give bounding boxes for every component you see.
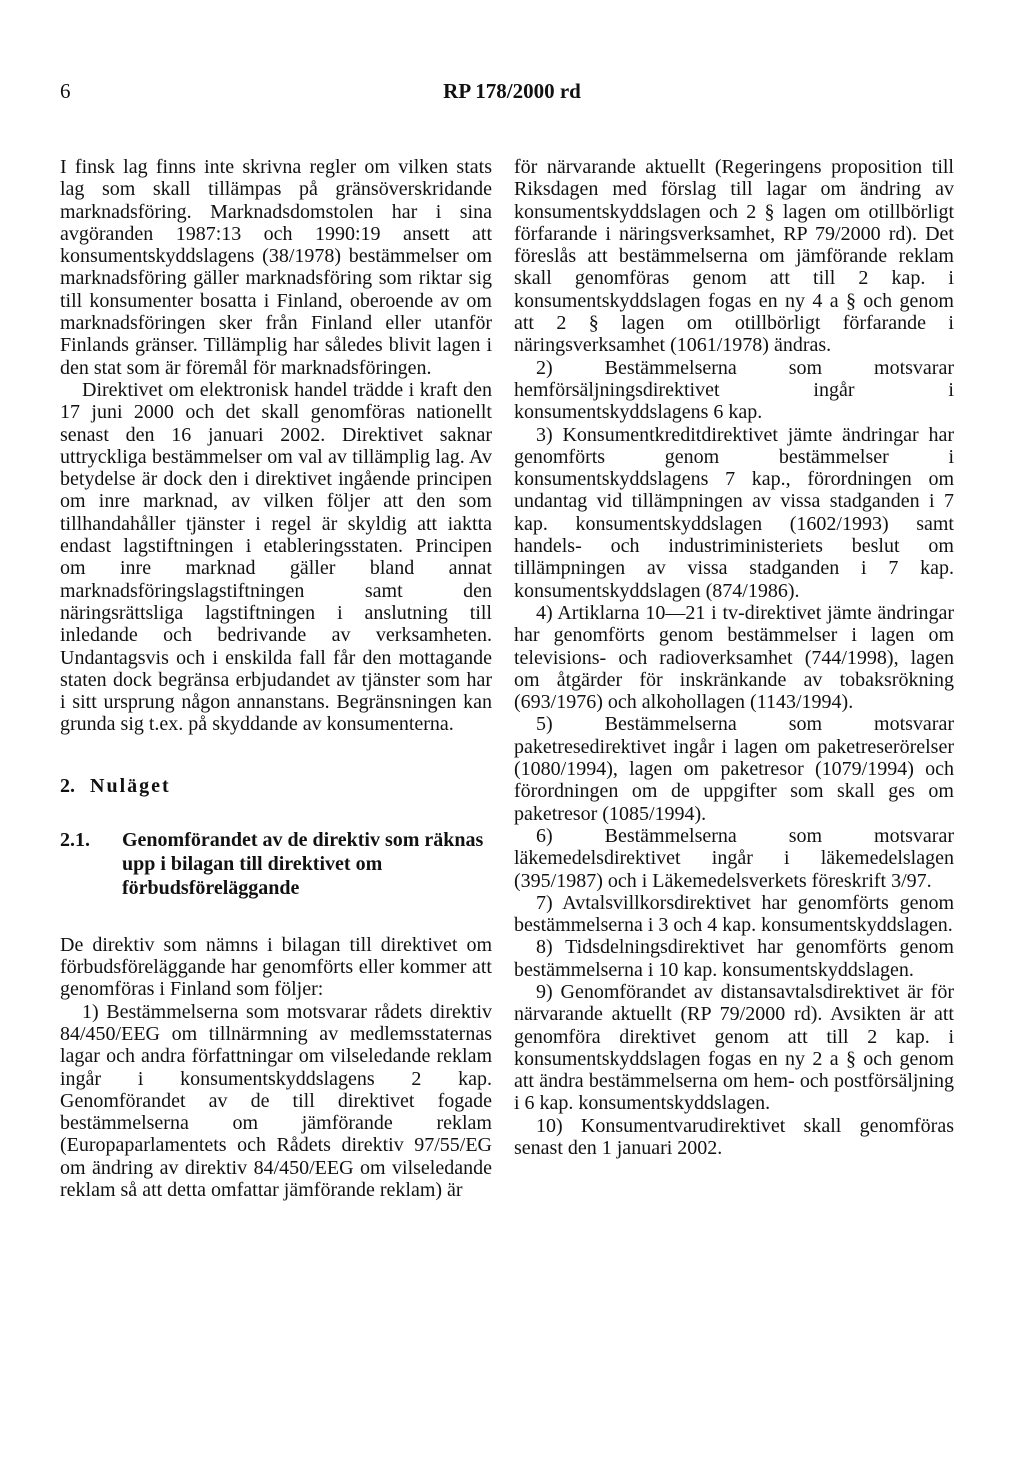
list-item: 1) Bestämmelserna som motsvarar rådets direktiv 84/450/EEG om tillnärmning av medlemsstaternas lagar och andra författningar om vilseledande reklam ingår i konsumentskyddslagens 2 kap. Genomförandet av de till direktivet fogade bestämmelserna om jämförande reklam (Europaparlamentets och Rådets direktiv 97/55/EG om ändring av direktiv 84/450/EEG om vilseledande reklam så att detta omfattar jämförande reklam) är xyxy=(60,1000,492,1201)
section-number: 2. xyxy=(60,774,75,797)
section-title: Nuläget xyxy=(90,774,171,797)
list-item: 7) Avtalsvillkorsdirektivet har genomförts genom bestämmelserna i 3 och 4 kap. konsumentskyddslagen. xyxy=(514,891,954,937)
subsection-number: 2.1. xyxy=(60,828,90,851)
list-item: 2) Bestämmelserna som motsvarar hemförsäljningsdirektivet ingår i konsumentskyddslagens 6 kap. xyxy=(514,356,954,424)
list-item: 3) Konsumentkreditdirektivet jämte ändringar har genomförts genom bestämmelser i konsumentskyddslagens 7 kap., förordningen om undantag vid tillämpningen av vissa stadganden i 7 kap. konsumentskyddslagen (1602/1993) samt handels- och industriministeriets beslut om tillämpningen av vissa stadganden i 7 kap. konsumentskyddslagen (874/1986). xyxy=(514,423,954,602)
right-column xyxy=(514,156,954,1159)
section-heading xyxy=(60,774,492,798)
subsection-heading xyxy=(60,828,492,900)
page-number: 6 xyxy=(60,79,71,103)
subsection-title: Genomförandet av de direktiv som räknas upp i bilagan till direktivet om förbudsföreläggande xyxy=(122,828,484,899)
left-column xyxy=(60,156,492,1201)
list-item: 8) Tidsdelningsdirektivet har genomförts genom bestämmelserna i 10 kap. konsumentskyddslagen. xyxy=(514,936,954,981)
list-item: 10) Konsumentvarudirektivet skall genomföras senast den 1 januari 2002. xyxy=(514,1114,954,1160)
paragraph: Direktivet om elektronisk handel trädde i kraft den 17 juni 2000 och det skall genomföras nationellt senast den 16 januari 2002. Direktivet saknar uttryckliga bestämmelser om val av tillämplig lag. Av betydelse är dock den i direktivet ingående principen om inre marknad, av vilken följer att den som tillhandahåller tjänster i regel är skyldig att iaktta endast lagstiftningen i etableringsstaten. Principen om inre marknad gäller bland annat marknadsföringslagstiftningen samt den näringsrättsliga lagstiftningen i anslutning till inledande och bedrivande av verksamheten. Undantagsvis och i enskilda fall får den mottagande staten dock begränsa erbjudandet av tjänster som har i sitt ursprung någon annanstans. Begränsningen kan grunda sig t.ex. på skyddande av konsumenterna. xyxy=(60,378,492,736)
list-item: 9) Genomförandet av distansavtalsdirektivet är för närvarande aktuellt (RP 79/2000 rd). Avsikten är att genomföra direktivet genom att till 2 kap. i konsumentskyddslagen fogas en ny 2 a § och genom att ändra bestämmelserna om hem- och postförsäljning i 6 kap. konsumentskyddslagen. xyxy=(514,980,954,1115)
list-item: 5) Bestämmelserna som motsvarar paketresedirektivet ingår i lagen om paketreserörelser (1080/1994), lagen om paketresor (1079/1994) och förordningen om de uppgifter som skall ges om paketresor (1085/1994). xyxy=(514,713,954,825)
list-item: 4) Artiklarna 10—21 i tv-direktivet jämte ändringar har genomförts genom bestämmelser i lagen om televisions- och radioverksamhet (744/1998), lagen om åtgärder för inskränkande av tobaksrökning (693/1976) och alkohollagen (1143/1994). xyxy=(514,601,954,714)
list-item: 6) Bestämmelserna som motsvarar läkemedelsdirektivet ingår i läkemedelslagen (395/1987) och i Läkemedelsverkets föreskrift 3/97. xyxy=(514,824,954,892)
paragraph: för närvarande aktuellt (Regeringens proposition till Riksdagen med förslag till lagar om ändring av konsumentskyddslagen och 2 § lagen om otillbörligt förfarande i näringsverksamhet, RP 79/2000 rd). Det föreslås att bestämmelserna om jämförande reklam skall genomföras genom att till 2 kap. i konsumentskyddslagen fogas en ny 4 a § och genom att 2 § lagen om otillbörligt förfarande i näringsverksamhet (1061/1978) ändras. xyxy=(514,156,954,357)
paragraph: De direktiv som nämns i bilagan till direktivet om förbudsföreläggande har genomförts eller kommer att genomföras i Finland som följer: xyxy=(60,933,492,1001)
paragraph: I finsk lag finns inte skrivna regler om vilken stats lag som skall tillämpas på gränsöverskridande marknadsföring. Marknadsdomstolen har i sina avgöranden 1987:13 och 1990:19 ansett att konsumentskyddslagens (38/1978) bestämmelser om marknadsföring gäller marknadsföring som riktar sig till konsumenter bosatta i Finland, oberoende av om marknadsföringen sker från Finland eller utanför Finlands gränser. Tillämplig har således blivit lagen i den stat som är föremål för marknadsföringen. xyxy=(60,156,492,379)
running-head: RP 178/2000 rd xyxy=(443,79,581,103)
